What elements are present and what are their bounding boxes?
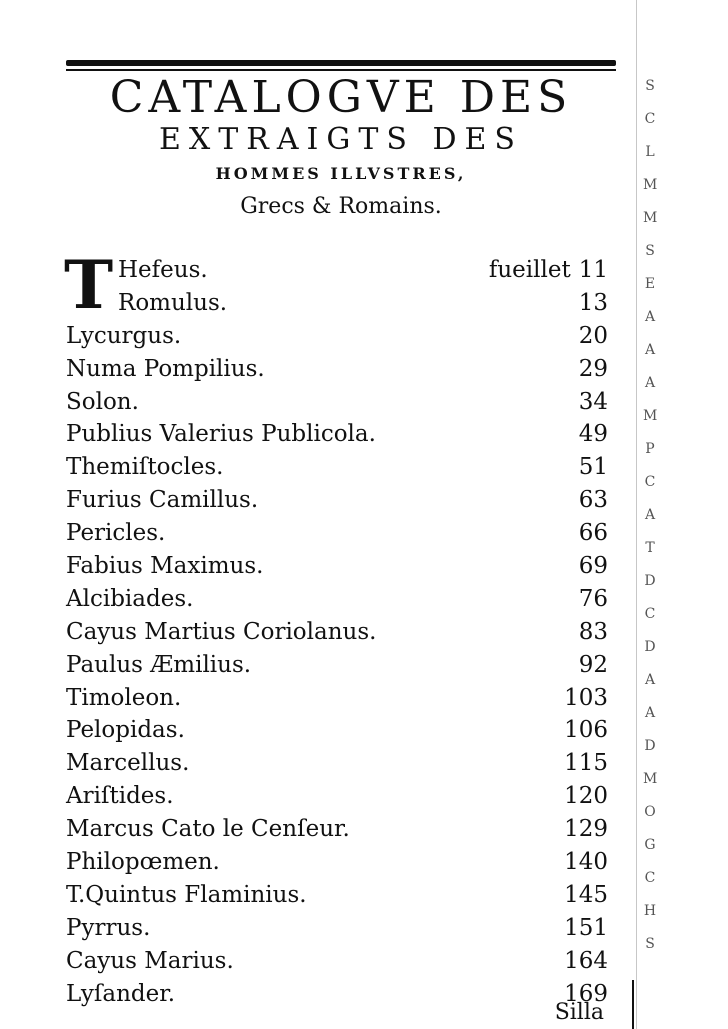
list-item (0, 451, 728, 484)
page-number: 13 (578, 289, 608, 316)
list-item (0, 813, 728, 846)
list-item (0, 550, 728, 583)
list-item (0, 945, 728, 978)
page-number: 103 (564, 684, 608, 711)
list-item (0, 353, 728, 386)
entry-page-number (579, 289, 608, 317)
entry-name: Pyrrus. (66, 914, 151, 941)
entry-page-number (579, 355, 608, 383)
header-rule-thin (66, 69, 616, 71)
page-number: 51 (578, 454, 608, 481)
entry-name: Ariſtides. (66, 783, 174, 810)
entry-name: Pelopidas. (66, 717, 185, 744)
entry-name: Fabius Maximus. (66, 553, 264, 580)
list-item (0, 780, 728, 813)
entry-page-number (564, 782, 608, 810)
list-item (0, 517, 728, 550)
page-number: 164 (564, 947, 608, 974)
page-number: 29 (578, 355, 608, 382)
page-number: 11 (578, 257, 608, 283)
page-number: 34 (578, 388, 608, 415)
entry-name: Publius Valerius Publicola. (66, 421, 376, 448)
entry-page-number (579, 322, 608, 350)
list-item (0, 418, 728, 451)
list-item (0, 254, 728, 287)
page-number: 145 (564, 881, 608, 908)
page-number: 76 (578, 585, 608, 612)
catalogue-list (0, 246, 728, 1010)
page-number: 20 (578, 322, 608, 349)
page-number: 69 (578, 553, 608, 580)
entry-page-number (579, 453, 608, 481)
list-item (0, 484, 728, 517)
page-number: 120 (564, 783, 608, 810)
entry-name: Alcibiades. (66, 585, 194, 612)
entry-page-number (579, 388, 608, 416)
entry-page-number (564, 749, 608, 777)
list-item (0, 879, 728, 912)
list-item (0, 714, 728, 747)
list-item (0, 583, 728, 616)
page-number: 169 (564, 980, 608, 1007)
entry-page-number (564, 848, 608, 876)
entry-name: Furius Camillus. (66, 487, 259, 514)
list-item (0, 386, 728, 419)
list-item (0, 846, 728, 879)
header-rule-thick (66, 60, 616, 66)
entry-name: Solon. (66, 388, 139, 415)
facing-page-letters: S C L M M S E A A A M P C A T D C D A A D M O G C H S (643, 78, 658, 952)
entry-page-number (579, 420, 608, 448)
entry-name: Pericles. (66, 520, 166, 547)
list-item (0, 682, 728, 715)
entry-page-number (564, 716, 608, 744)
page-number: 49 (578, 421, 608, 448)
entry-name: Paulus Æmilius. (66, 651, 252, 678)
entry-name: T.Quintus Flaminius. (66, 881, 307, 908)
page-number: 83 (578, 618, 608, 645)
page-number: 63 (578, 487, 608, 514)
entry-page-number (579, 651, 608, 679)
list-item (0, 287, 728, 320)
entry-page-number (579, 486, 608, 514)
page-number: 66 (578, 520, 608, 547)
list-item (0, 649, 728, 682)
entry-name: Marcus Cato le Cenſeur. (66, 816, 350, 843)
entry-name: Romulus. (118, 289, 228, 316)
page-number: 151 (564, 914, 608, 941)
entry-page-number (579, 552, 608, 580)
entry-page-number (579, 618, 608, 646)
entry-page-number (579, 519, 608, 547)
entry-name: Cayus Marius. (66, 947, 234, 974)
page-label: fueillet (488, 257, 571, 283)
gutter-rule (632, 980, 634, 1029)
drop-cap: T (64, 246, 114, 324)
list-item (0, 912, 728, 945)
entry-page-number (564, 815, 608, 843)
page-number: 106 (564, 717, 608, 744)
page-number: 115 (564, 750, 608, 777)
page-number: 140 (564, 849, 608, 876)
entry-name: Timoleon. (66, 684, 182, 711)
entry-name: Numa Pompilius. (66, 355, 265, 382)
list-item (0, 747, 728, 780)
entry-name: Philopœmen. (66, 849, 220, 876)
entry-name: Cayus Martius Coriolanus. (66, 618, 377, 645)
subtitle-extraigts: EXTRAIGTS DES (159, 122, 523, 157)
entry-name: Marcellus. (66, 750, 190, 777)
entry-page-number (564, 881, 608, 909)
list-item (0, 616, 728, 649)
entry-page-number (489, 256, 608, 284)
page-number: 92 (578, 651, 608, 678)
entry-name: Lycurgus. (66, 322, 182, 349)
entry-name: Lyſander. (66, 980, 176, 1007)
entry-name: Hefeus. (118, 257, 208, 283)
catchword: Silla (554, 1000, 604, 1025)
subtitle-grecs: Grecs & Romains. (240, 194, 442, 219)
entry-name: Themiſtocles. (66, 454, 224, 481)
entry-page-number (564, 914, 608, 942)
catalogue-title: CATALOGVE DES (109, 72, 573, 123)
subtitle-hommes: HOMMES ILLVSTRES, (215, 164, 467, 183)
entry-page-number (564, 684, 608, 712)
page-number: 129 (564, 816, 608, 843)
list-item (0, 978, 728, 1011)
entry-page-number (564, 947, 608, 975)
entry-page-number (579, 585, 608, 613)
list-item (0, 320, 728, 353)
